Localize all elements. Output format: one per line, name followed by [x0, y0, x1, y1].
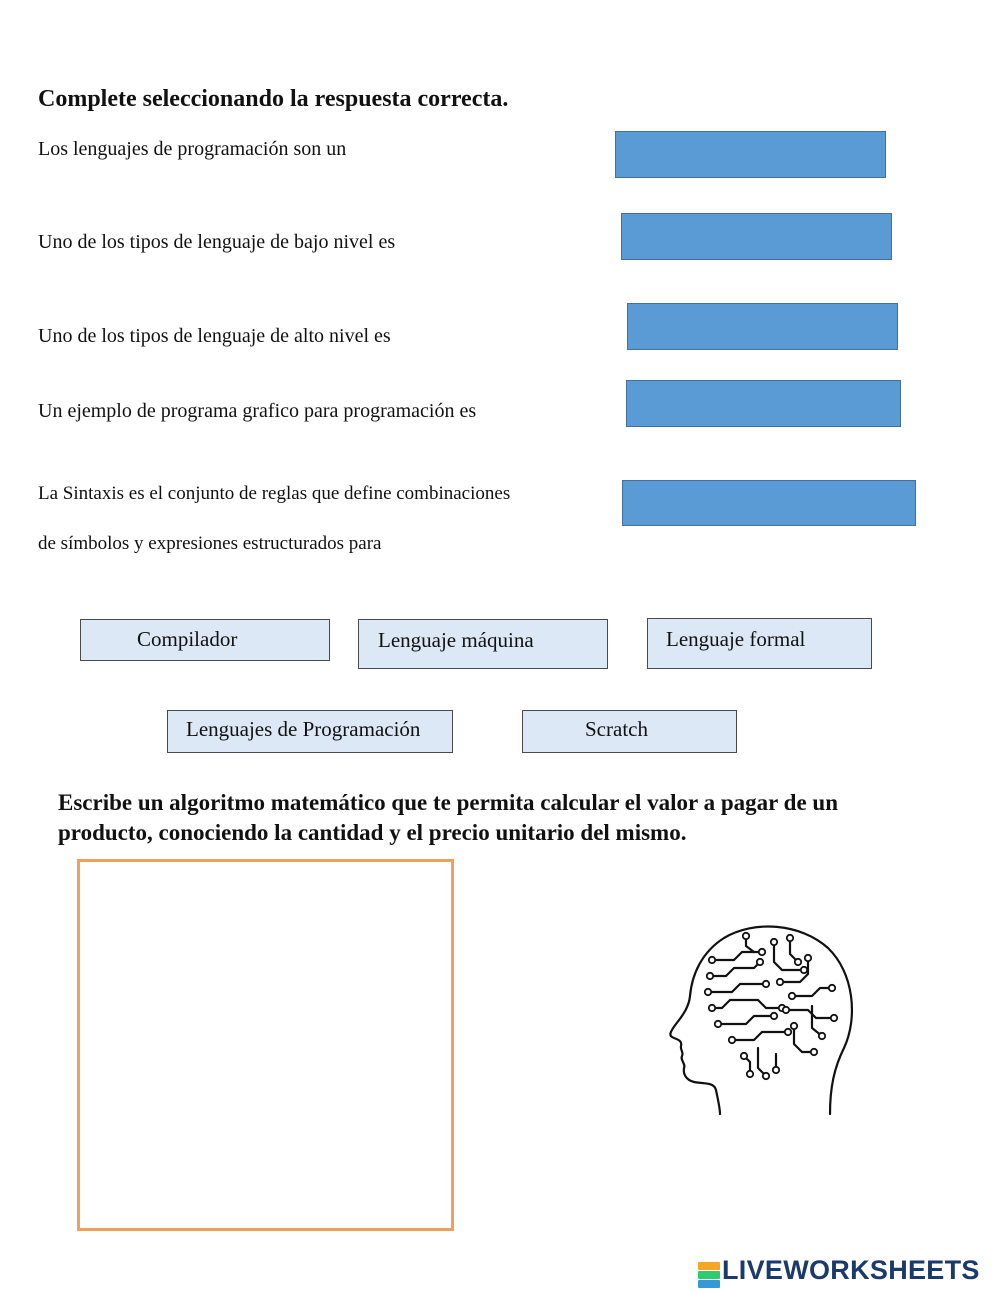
option-scratch[interactable]: Scratch — [522, 710, 737, 753]
answer-box-1[interactable] — [615, 131, 886, 178]
answer-box-5[interactable] — [622, 480, 916, 526]
liveworksheets-logo — [698, 1255, 980, 1288]
question-2: Uno de los tipos de lenguaje de bajo nivel es — [38, 231, 396, 253]
question-5-line-1: La Sintaxis es el conjunto de reglas que define combinaciones — [38, 483, 511, 504]
logo-text: LIVEWORKSHEETS — [722, 1255, 980, 1285]
question-4: Un ejemplo de programa grafico para programación es — [38, 400, 477, 422]
algorithm-instruction-line-1: Escribe un algoritmo matemático que te permita calcular el valor a pagar de un — [58, 790, 838, 815]
logo-blocks-icon — [698, 1262, 720, 1288]
algorithm-instruction-line-2: producto, conociendo la cantidad y el precio unitario del mismo. — [58, 820, 687, 845]
worksheet-title: Complete seleccionando la respuesta correcta. — [38, 86, 509, 112]
option-lenguaje-formal[interactable]: Lenguaje formal — [647, 618, 872, 669]
answer-box-2[interactable] — [621, 213, 892, 260]
answer-box-3[interactable] — [627, 303, 898, 350]
question-3: Uno de los tipos de lenguaje de alto nivel es — [38, 325, 391, 347]
question-5-line-2: de símbolos y expresiones estructurados para — [38, 533, 382, 554]
algorithm-answer-box[interactable] — [77, 859, 454, 1231]
brain-circuit-icon — [662, 918, 857, 1118]
question-1: Los lenguajes de programación son un — [38, 138, 347, 160]
answer-box-4[interactable] — [626, 380, 901, 427]
option-compilador[interactable]: Compilador — [80, 619, 330, 661]
algorithm-instruction — [58, 788, 963, 848]
option-lenguaje-maquina[interactable]: Lenguaje máquina — [358, 619, 608, 669]
option-lenguajes-de-programacion[interactable]: Lenguajes de Programación — [167, 710, 453, 753]
